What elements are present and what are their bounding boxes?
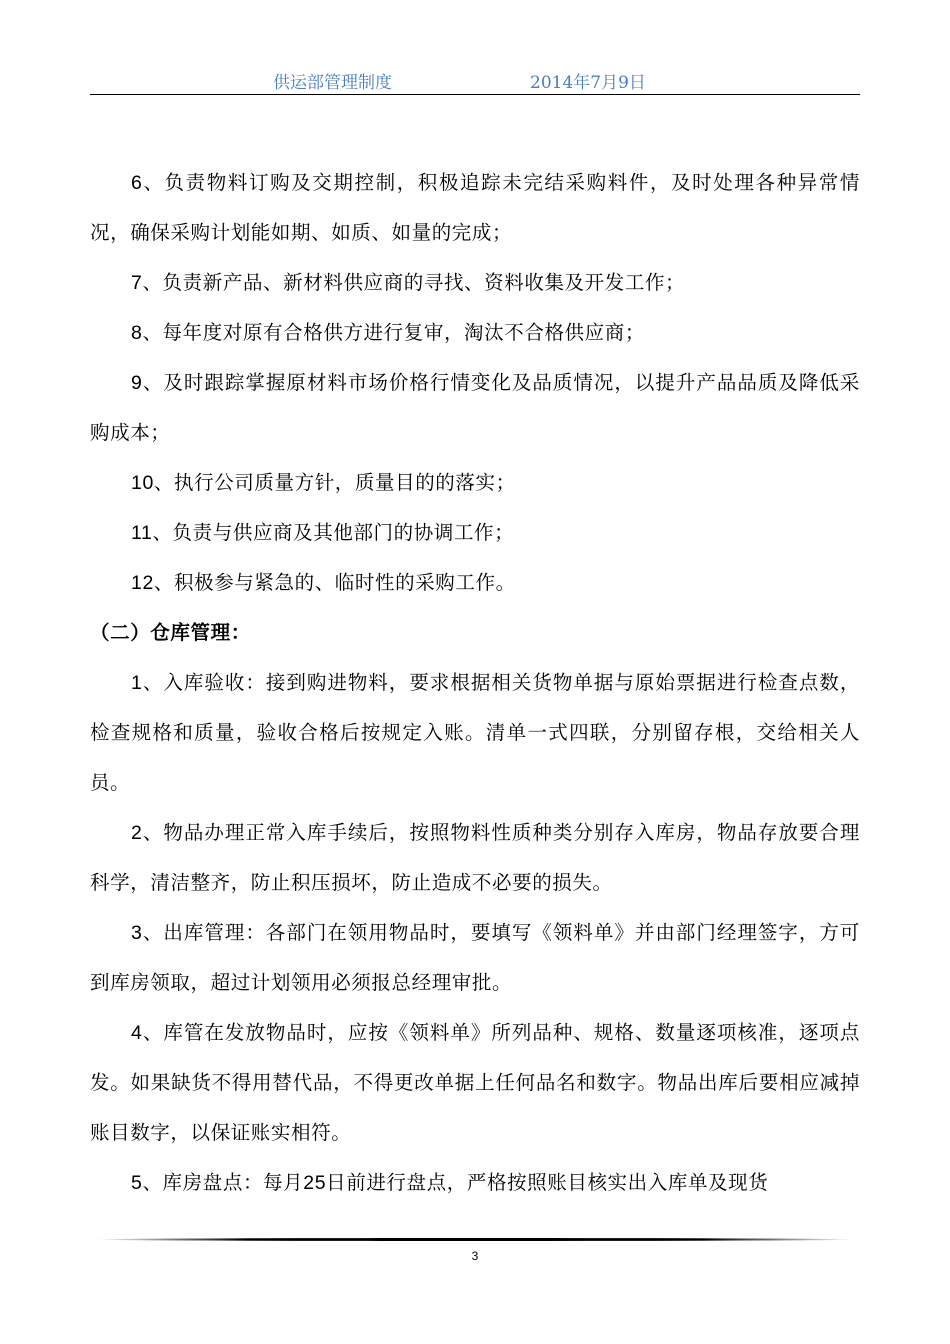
paragraph-warehouse-1	[90, 658, 860, 808]
item-number: 1	[131, 672, 143, 694]
paragraph-warehouse-4	[90, 1008, 860, 1158]
item-text: 、及时跟踪掌握原材料市场价格行情变化及品质情况，以提升产品品质及降低采购成本；	[90, 371, 860, 444]
section-heading-warehouse: （二）仓库管理：	[90, 621, 251, 644]
item-number: 10	[131, 472, 154, 494]
item-number: 9	[131, 372, 143, 394]
item-number: 7	[131, 272, 143, 294]
paragraph-item-6	[90, 158, 860, 258]
document-body	[90, 158, 860, 1208]
paragraph-item-11	[90, 508, 860, 558]
item-text: 、负责与供应商及其他部门的协调工作；	[152, 521, 515, 544]
header-title: 供运部管理制度	[273, 73, 392, 93]
footer-divider	[95, 1238, 855, 1241]
paragraph-warehouse-2	[90, 808, 860, 908]
page-header	[90, 62, 860, 95]
page-number: 3	[471, 1249, 479, 1263]
item-number: 4	[131, 1022, 143, 1044]
item-number: 12	[131, 572, 154, 594]
item-text: 、入库验收：接到购进物料，要求根据相关货物单据与原始票据进行检查点数，检查规格和质量，验收合格后按规定入账。清单一式四联，分别留存根，交给相关人员。	[90, 671, 860, 794]
item-text: 、负责新产品、新材料供应商的寻找、资料收集及开发工作；	[142, 271, 686, 294]
item-text: 、积极参与紧急的、临时性的采购工作。	[153, 571, 516, 594]
paragraph-item-10	[90, 458, 860, 508]
day-number: 25	[303, 1172, 327, 1194]
item-number: 8	[131, 322, 143, 344]
item-number: 3	[131, 922, 143, 944]
paragraph-warehouse-5	[90, 1158, 860, 1208]
item-text: 、库管在发放物品时，应按《领料单》所列品种、规格、数量逐项核准，逐项点发。如果缺货不得用替代品，不得更改单据上任何品名和数字。物品出库后要相应减掉账目数字，以保证账实相符。	[90, 1021, 860, 1144]
item-text: 、物品办理正常入库手续后，按照物料性质种类分别存入库房，物品存放要合理科学，清洁整齐，防止积压损坏，防止造成不必要的损失。	[90, 821, 860, 894]
item-text: 、执行公司质量方针，质量目的的落实；	[153, 471, 516, 494]
paragraph-warehouse-3	[90, 908, 860, 1008]
header-date: 2014年7月9日	[530, 73, 646, 93]
item-text: 、出库管理：各部门在领用物品时，要填写《领料单》并由部门经理签字，方可到库房领取，超过计划领用必须报总经理审批。	[90, 921, 860, 994]
item-number: 6	[131, 172, 143, 194]
item-text: 、库房盘点：每月	[142, 1171, 304, 1194]
paragraph-item-12	[90, 558, 860, 608]
item-text: 、每年度对原有合格供方进行复审，淘汰不合格供应商；	[142, 321, 645, 344]
item-text-continued: 日前进行盘点，严格按照账目核实出入库单及现货	[326, 1171, 769, 1194]
paragraph-item-8	[90, 308, 860, 358]
paragraph-item-9	[90, 358, 860, 458]
item-number: 11	[131, 522, 153, 544]
item-number: 5	[131, 1172, 143, 1194]
item-number: 2	[131, 822, 143, 844]
item-text: 、负责物料订购及交期控制，积极追踪未完结采购料件，及时处理各种异常情况，确保采购计划能如期、如质、如量的完成；	[90, 171, 860, 244]
paragraph-item-7	[90, 258, 860, 308]
